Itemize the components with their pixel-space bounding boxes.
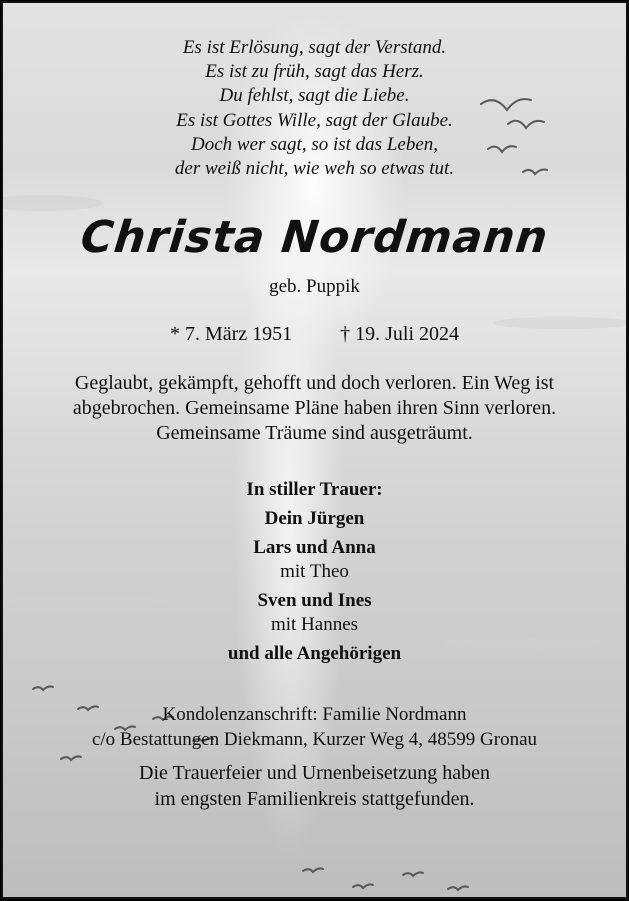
memorial-text — [3, 371, 626, 446]
poem-line: Du fehlst, sagt die Liebe. — [219, 85, 410, 107]
poem-line: Doch wer sagt, so ist das Leben, — [191, 133, 438, 155]
mourner-family-child: mit Theo — [280, 561, 349, 583]
funeral-note-line: Die Trauerfeier und Urnenbeisetzung haben — [139, 762, 490, 785]
mourner-relatives: und alle Angehörigen — [227, 643, 402, 665]
condolence-address — [3, 703, 626, 752]
mourners-heading: In stiller Trauer: — [246, 479, 383, 501]
poem-line: Es ist Erlösung, sagt der Verstand. — [182, 37, 447, 58]
birth-date: * 7. März 1951 — [169, 323, 293, 346]
funeral-note-line: im engsten Familienkreis stattgefunden. — [154, 788, 475, 811]
mourner-partner: Dein Jürgen — [264, 508, 365, 530]
condolence-line: c/o Bestattungen Diekmann, Kurzer Weg 4, 48599 Gronau — [91, 728, 538, 750]
poem — [3, 3, 626, 181]
condolence-line: Kondolenzanschrift: Familie Nordmann — [162, 704, 467, 726]
birth-name: geb. Puppik — [269, 276, 360, 298]
mourner-family: Sven und Ines — [257, 590, 372, 612]
mourner-family-child: mit Hannes — [270, 614, 359, 636]
life-dates — [3, 321, 626, 347]
death-date: † 19. Juli 2024 — [340, 323, 460, 346]
obituary-notice — [1, 1, 628, 899]
memorial-text-line: abgebrochen. Gemeinsame Pläne haben ihren Sinn verloren. — [72, 397, 557, 420]
poem-line: Es ist zu früh, sagt das Herz. — [205, 61, 424, 83]
memorial-text-line: Geglaubt, gekämpft, gehofft und doch verloren. Ein Weg ist — [74, 372, 555, 395]
poem-line: Es ist Gottes Wille, sagt der Glaube. — [176, 109, 453, 131]
deceased-name: Christa Nordmann — [78, 212, 551, 264]
funeral-note — [3, 760, 626, 812]
memorial-text-line: Gemeinsame Träume sind ausgeträumt. — [156, 422, 473, 445]
mourners — [3, 478, 626, 666]
mourner-family: Lars und Anna — [253, 537, 376, 559]
poem-line: der weiß nicht, wie weh so etwas tut. — [174, 158, 455, 180]
